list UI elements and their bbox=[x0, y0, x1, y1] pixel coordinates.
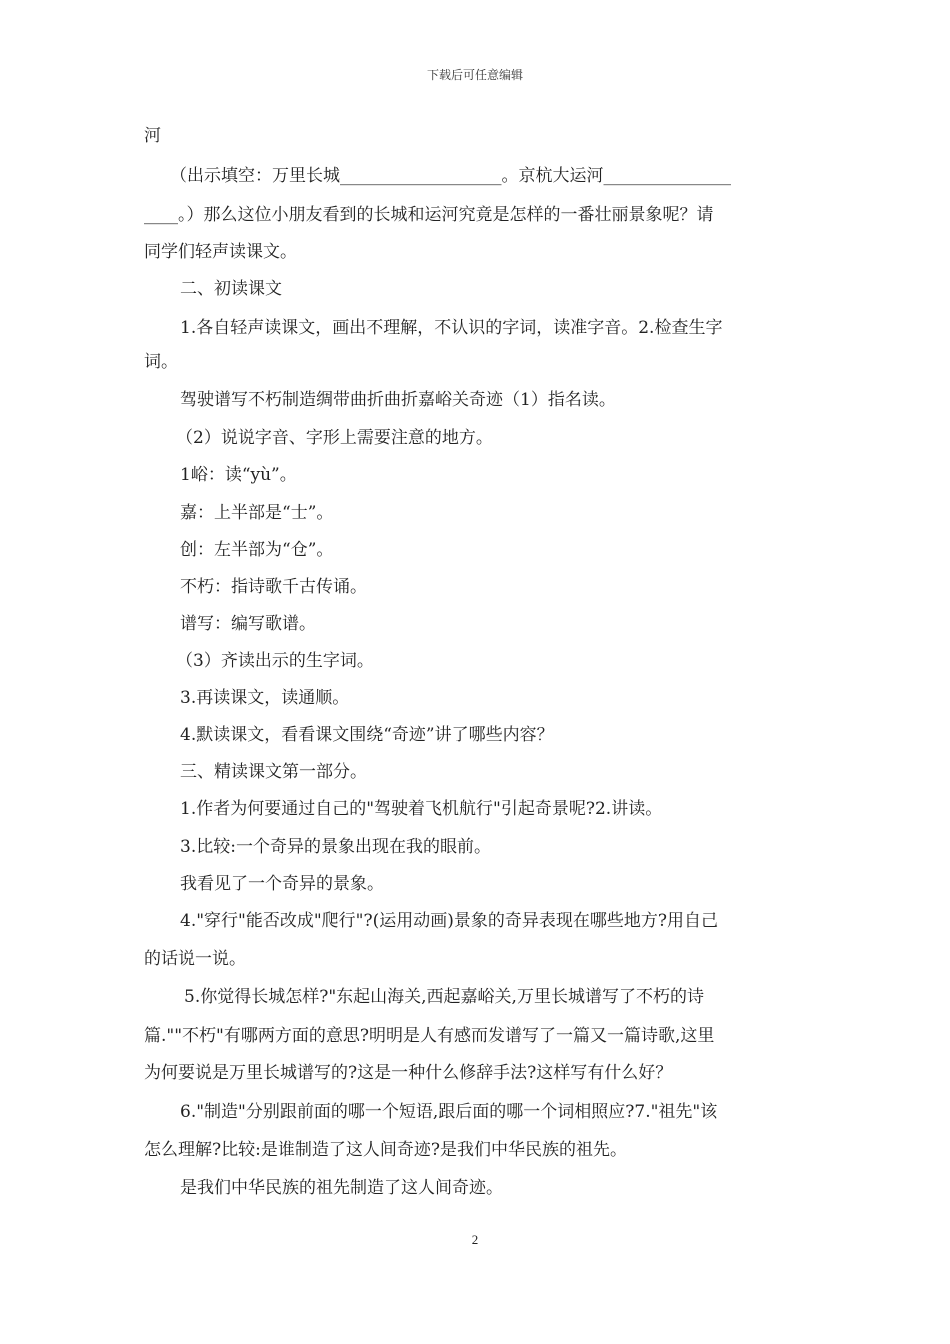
text-line: 二、初读课文 bbox=[180, 279, 282, 299]
text-line: 4."穿行"能否改成"爬行"?(运用动画)景象的奇异表现在哪些地方?用自己 bbox=[180, 911, 718, 931]
page-number: 2 bbox=[471, 1232, 479, 1247]
text-line: 不朽：指诗歌千古传诵。 bbox=[180, 577, 367, 597]
text-line: （2）说说字音、字形上需要注意的地方。 bbox=[176, 428, 493, 448]
text-line: 3.比较:一个奇异的景象出现在我的眼前。 bbox=[180, 837, 491, 857]
text-line: （出示填空：万里长城___________________。京杭大运河_______________ bbox=[170, 166, 731, 186]
text-line: 三、精读课文第一部分。 bbox=[180, 762, 367, 782]
text-line: （3）齐读出示的生字词。 bbox=[176, 651, 374, 671]
text-line: 5.你觉得长城怎样?"东起山海关,西起嘉峪关,万里长城谱写了不朽的诗 bbox=[184, 987, 704, 1007]
text-line: 的话说一说。 bbox=[144, 949, 246, 969]
text-line: 4.默读课文，看看课文围绕“奇迹”讲了哪些内容？ bbox=[180, 725, 554, 745]
text-line: 同学们轻声读课文。 bbox=[144, 242, 297, 262]
text-line: 6."制造"分别跟前面的哪一个短语,跟后面的哪一个词相照应?7."祖先"该 bbox=[180, 1102, 718, 1122]
text-line: 3.再读课文，读通顺。 bbox=[180, 688, 350, 708]
text-line: 1.各自轻声读课文，画出不理解，不认识的字词，读准字音。2.检查生字 bbox=[180, 318, 723, 338]
text-line: 1峪：读“yù”。 bbox=[180, 465, 297, 485]
text-line: 篇.""不朽"有哪两方面的意思?明明是人有感而发谱写了一篇又一篇诗歌,这里 bbox=[144, 1026, 715, 1046]
page-header: 下载后可任意编辑 bbox=[426, 68, 523, 82]
text-line: 词。 bbox=[144, 352, 178, 372]
text-line: ____。）那么这位小朋友看到的长城和运河究竟是怎样的一番壮丽景象呢？请 bbox=[144, 205, 714, 225]
text-line: 创：左半部为“仓”。 bbox=[180, 540, 334, 560]
text-line: 1.作者为何要通过自己的"驾驶着飞机航行"引起奇景呢?2.讲读。 bbox=[180, 799, 663, 819]
text-line: 怎么理解?比较:是谁制造了这人间奇迹?是我们中华民族的祖先。 bbox=[144, 1140, 627, 1160]
text-line: 我看见了一个奇异的景象。 bbox=[180, 874, 384, 894]
text-line: 谱写：编写歌谱。 bbox=[180, 614, 316, 634]
text-line: 是我们中华民族的祖先制造了这人间奇迹。 bbox=[180, 1178, 503, 1198]
text-line: 驾驶谱写不朽制造绸带曲折曲折嘉峪关奇迹（1）指名读。 bbox=[180, 390, 616, 410]
text-line: 嘉：上半部是“士”。 bbox=[180, 503, 334, 523]
text-line: 为何要说是万里长城谱写的?这是一种什么修辞手法?这样写有什么好？ bbox=[144, 1063, 673, 1083]
text-line: 河 bbox=[144, 126, 161, 146]
